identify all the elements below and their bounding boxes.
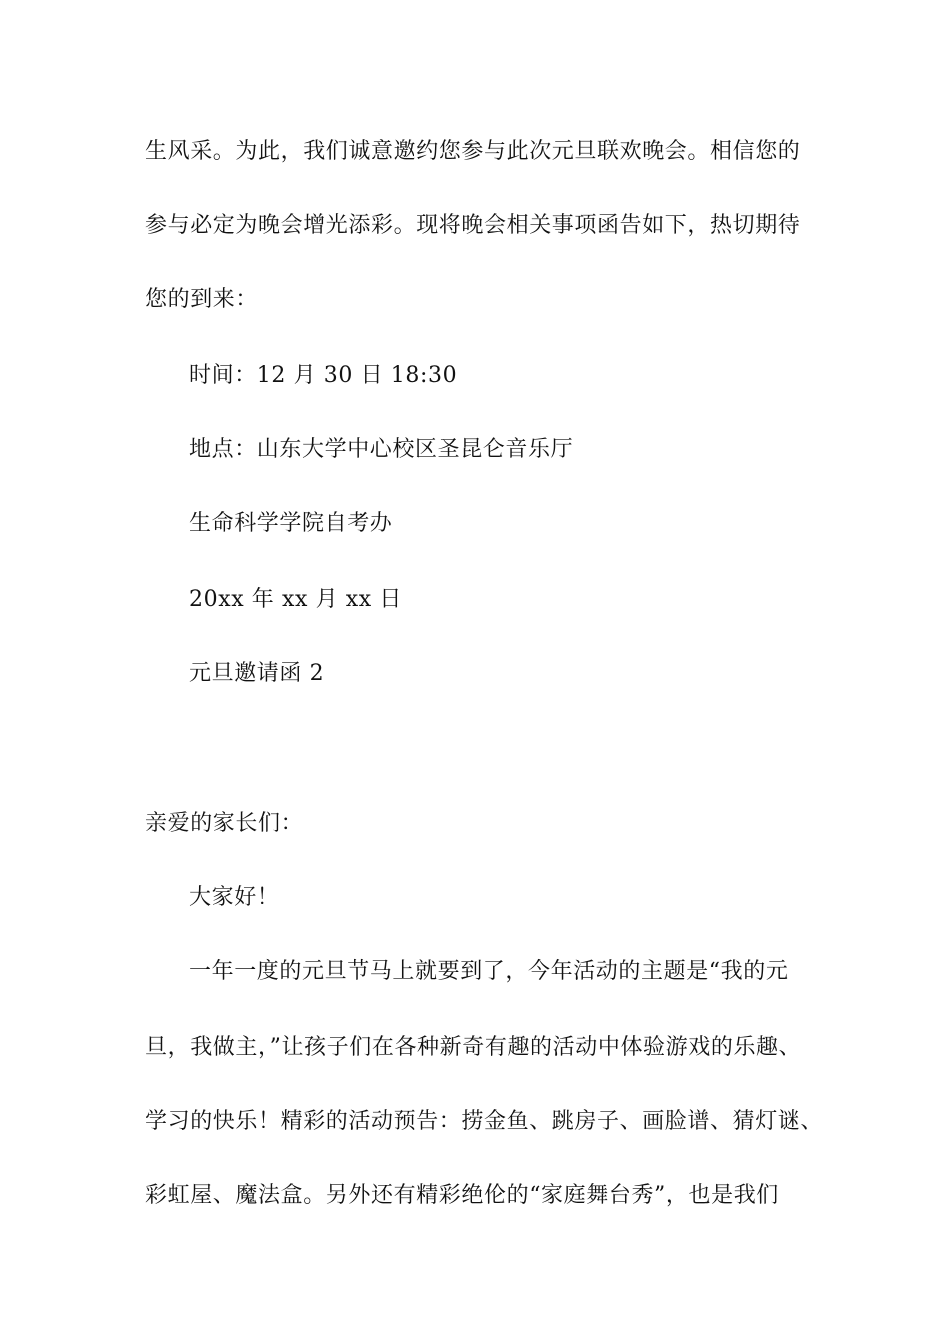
body-line-2: 旦，我做主，”让孩子们在各种新奇有趣的活动中体验游戏的乐趣、	[145, 1035, 802, 1060]
sender-organization: 生命科学学院自考办	[189, 511, 393, 536]
paragraph-line-3: 您的到来：	[145, 287, 259, 312]
paragraph-line-2: 参与必定为晚会增光添彩。现将晚会相关事项函告如下，热切期待	[145, 213, 801, 238]
document-date: 20xx 年 xx 月 xx 日	[189, 587, 403, 612]
event-time: 时间：12 月 30 日 18:30	[189, 363, 458, 388]
body-line-3: 学习的快乐！精彩的活动预告：捞金鱼、跳房子、画脸谱、猜灯谜、	[145, 1109, 824, 1134]
section-title: 元旦邀请函 2	[189, 661, 325, 686]
body-line-4: 彩虹屋、魔法盒。另外还有精彩绝伦的“家庭舞台秀”，也是我们	[145, 1183, 779, 1208]
salutation: 亲爱的家长们：	[145, 811, 304, 836]
event-location: 地点：山东大学中心校区圣昆仑音乐厅	[189, 437, 574, 462]
body-line-1: 一年一度的元旦节马上就要到了，今年活动的主题是“我的元	[189, 959, 789, 984]
greeting: 大家好！	[189, 885, 280, 910]
paragraph-line-1: 生风采。为此，我们诚意邀约您参与此次元旦联欢晚会。相信您的	[145, 139, 801, 164]
